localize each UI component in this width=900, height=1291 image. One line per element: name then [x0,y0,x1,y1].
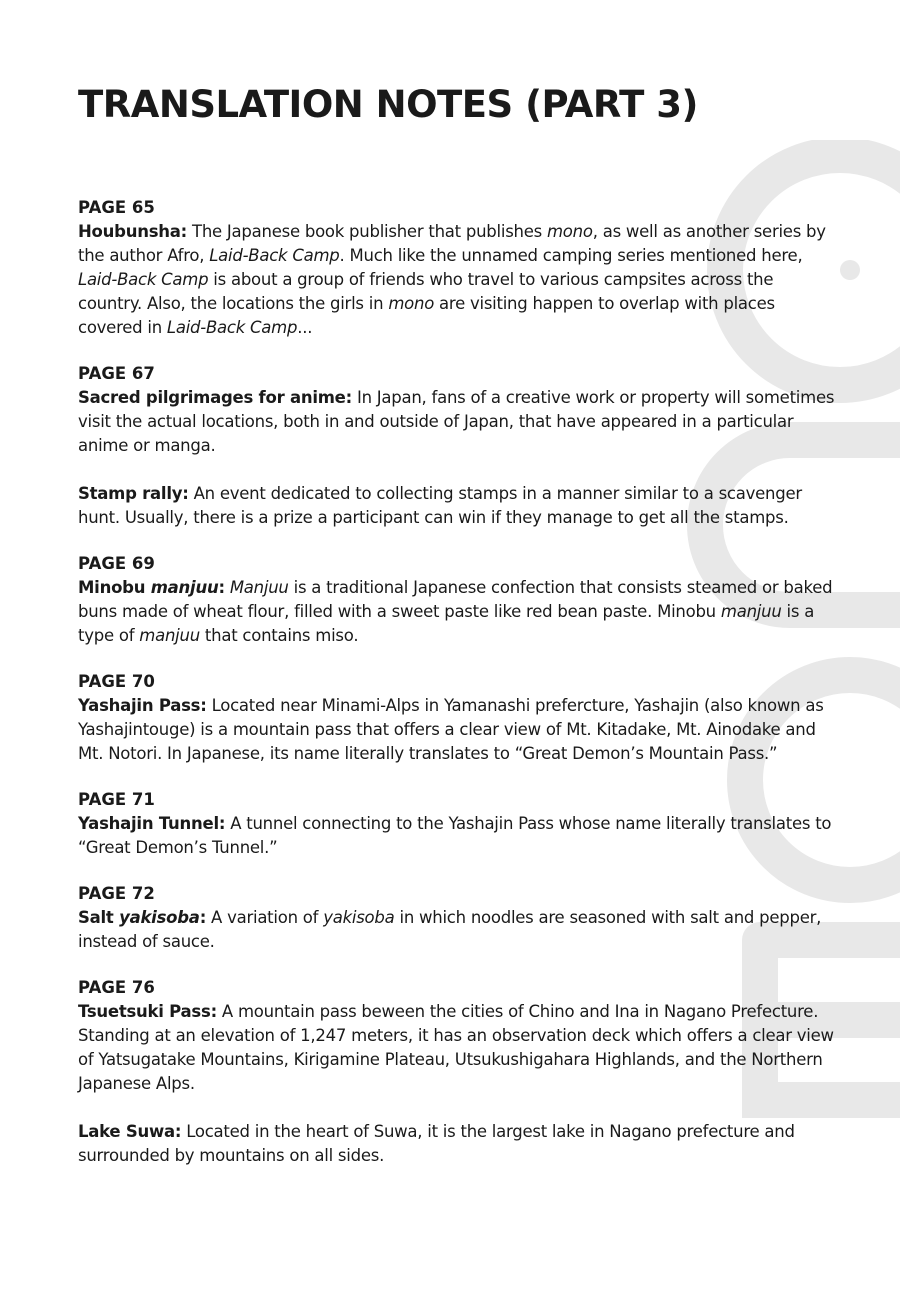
definition-run: are visiting happen to overlap with places covered in [78,294,775,337]
definition-run: In Japan, fans of a creative work or property will sometimes visit the actual locations, both in and outside of Japan, that have appeared in a particular anime or manga. [78,388,835,455]
note-entry [78,1120,838,1168]
page-number-heading: PAGE 72 [78,884,155,903]
note-term [78,814,225,833]
definition-run: that contains miso. [199,626,359,645]
term-italic-run: manjuu [150,578,219,597]
note-section [78,552,838,648]
note-term [78,696,207,715]
term-run: Stamp rally: [78,484,189,503]
note-term [78,388,352,407]
term-run: : [199,908,207,927]
definition-italic-run: manjuu [720,602,782,621]
page-number-heading: PAGE 70 [78,672,155,691]
definition-run: A mountain pass beween the cities of Chino and Ina in Nagano Prefecture. Standing at an elevation of 1,247 meters, it has an observation deck which offers a clear view of Yatsugatake Mountains, Kirigamine Plateau, Utsukushigahara Highlands, and the Northern Japanese Alps. [78,1002,834,1093]
definition-run: An event dedicated to collecting stamps in a manner similar to a scavenger hunt. Usually, there is a prize a participant can win if they manage to get all the stamps. [78,484,802,527]
definition-italic-run: manjuu [139,626,200,645]
definition-italic-run: Laid-Back Camp [209,246,340,265]
note-section [78,670,838,766]
definition-run: ... [297,318,313,337]
term-run: Yashajin Pass: [78,696,207,715]
definition-run: Located near Minami-Alps in Yamanashi prefercture, Yashajin (also known as Yashajintouge) is a mountain pass that offers a clear view of Mt. Kitadake, Mt. Ainodake and Mt. Notori. In Japanese, its name literally translates to “Great Demon’s Mountain Pass.” [78,696,824,763]
note-term [78,908,206,927]
note-entry [78,906,838,954]
term-run: Salt [78,908,120,927]
note-entry [78,812,838,860]
note-term [78,1122,181,1141]
definition-run: Located in the heart of Suwa, it is the largest lake in Nagano prefecture and surrounded by mountains on all sides. [78,1122,795,1165]
watermark-letter-o-top-dot [840,260,860,280]
note-definition [78,1122,795,1165]
definition-italic-run: Manjuu [229,578,289,597]
page-number-heading: PAGE 69 [78,554,155,573]
definition-run: in which noodles are seasoned with salt and pepper, instead of sauce. [78,908,822,951]
note-term [78,484,189,503]
note-entry [78,386,838,458]
page-number-heading: PAGE 76 [78,978,155,997]
term-run: Minobu [78,578,151,597]
note-entry [78,576,838,648]
note-term [78,578,225,597]
definition-run: is a type of [78,602,815,645]
term-run: Houbunsha: [78,222,187,241]
note-section [78,196,838,340]
definition-run: is about a group of friends who travel to various campsites across the country. Also, the locations the girls in [78,270,774,313]
term-run: Yashajin Tunnel: [78,814,226,833]
page-number-heading: PAGE 65 [78,198,155,217]
definition-run: is a traditional Japanese confection that consists steamed or baked buns made of wheat flour, filled with a sweet paste like red bean paste. Minobu [78,578,833,621]
page-number-heading: PAGE 71 [78,790,155,809]
note-section [78,976,838,1168]
definition-run: , as well as another series by the author Afro, [78,222,826,265]
note-term [78,1002,217,1021]
page-number-heading: PAGE 67 [78,364,155,383]
note-section [78,882,838,954]
note-entry [78,220,838,340]
translation-notes-page [78,84,838,1190]
note-definition [78,222,826,337]
note-section [78,362,838,530]
definition-run: A variation of [206,908,324,927]
term-run: Sacred pilgrimages for anime: [78,388,352,407]
definition-run: The Japanese book publisher that publishes [187,222,547,241]
note-term [78,222,187,241]
definition-run: A tunnel connecting to the Yashajin Pass whose name literally translates to “Great Demon’s Tunnel.” [78,814,832,857]
definition-run: . Much like the unnamed camping series mentioned here, [339,246,803,265]
term-run: : [218,578,225,597]
note-section [78,788,838,860]
note-entry [78,482,838,530]
definition-italic-run: mono [388,294,435,313]
page-title: TRANSLATION NOTES (PART 3) [78,83,698,126]
term-run: Lake Suwa: [78,1122,182,1141]
definition-italic-run: Laid-Back Camp [78,270,209,289]
note-entry [78,694,838,766]
definition-italic-run: yakisoba [323,908,395,927]
definition-italic-run: mono [546,222,593,241]
term-italic-run: yakisoba [119,908,200,927]
term-run: Tsuetsuki Pass: [78,1002,217,1021]
note-entry [78,1000,838,1096]
definition-italic-run: Laid-Back Camp [166,318,298,337]
notes-sections [78,196,838,1168]
